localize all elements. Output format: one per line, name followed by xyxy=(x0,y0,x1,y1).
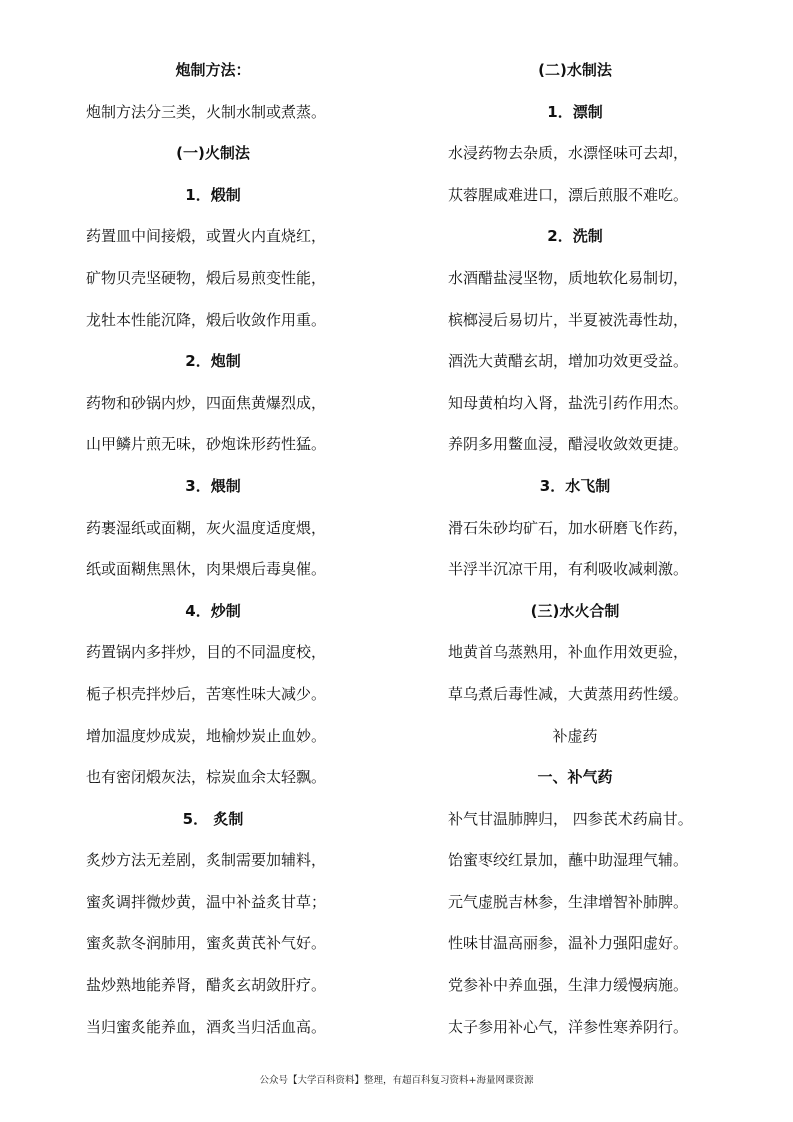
text-line: 槟榔浸后易切片，半夏被洗毒性劫， xyxy=(448,310,689,329)
right-column xyxy=(410,50,740,1048)
section-heading: 1．漂制 xyxy=(547,102,603,121)
section-heading: 5． 炙制 xyxy=(182,809,244,828)
text-line: 炮制方法分三类，火制水制或煮蒸。 xyxy=(86,102,327,121)
text-line: 党参补中养血强，生津力缓慢病施。 xyxy=(448,976,689,995)
text-line: 半浮半沉凉干用，有利吸收减刺激。 xyxy=(448,560,689,579)
text-line: 水酒醋盐浸坚物，质地软化易制切， xyxy=(448,268,689,287)
section-heading: 2．炮制 xyxy=(185,352,241,371)
section-heading: (二)水制法 xyxy=(538,61,612,79)
text-line: 酒洗大黄醋玄胡，增加功效更受益。 xyxy=(448,352,689,371)
text-line: 滑石朱砂均矿石，加水研磨飞作药， xyxy=(448,518,689,537)
text-line: 龙牡本性能沉降，煅后收敛作用重。 xyxy=(86,310,327,329)
text-line: 纸或面糊焦黑休，肉果煨后毒臭催。 xyxy=(86,560,327,579)
section-heading: (一)火制法 xyxy=(176,144,250,163)
text-line: 炙炒方法无差剧，炙制需要加辅料， xyxy=(86,851,327,870)
text-line: 药置皿中间接煅，或置火内直烧红， xyxy=(86,227,327,246)
section-heading: 2．洗制 xyxy=(547,227,603,246)
text-line: 性味甘温高丽参，温补力强阳虚好。 xyxy=(448,934,689,953)
text-line: 苁蓉腥咸难进口，漂后煎服不难吃。 xyxy=(448,185,689,204)
text-line: 当归蜜炙能养血，酒炙当归活血高。 xyxy=(86,1017,327,1036)
section-heading: (三)水火合制 xyxy=(530,601,620,620)
text-line: 也有密闭煅灰法，棕炭血余太轻飘。 xyxy=(86,768,327,787)
text-line: 饴蜜枣绞红景加，蘸中助湿理气辅。 xyxy=(448,851,689,870)
section-heading: 1．煅制 xyxy=(185,185,241,204)
text-line: 药置锅内多拌炒，目的不同温度校， xyxy=(86,643,327,662)
left-column xyxy=(48,50,378,1048)
page-footer: 公众号【大学百科资料】整理，有超百科复习资料+海量网课资源 xyxy=(259,1075,534,1086)
section-heading: 炮制方法： xyxy=(175,61,251,79)
text-line: 药裹湿纸或面糊，灰火温度适度煨， xyxy=(86,518,327,537)
text-line: 栀子枳壳拌炒后，苦寒性味大减少。 xyxy=(86,684,327,703)
section-heading: 4．炒制 xyxy=(185,601,241,620)
text-line: 矿物贝壳坚硬物，煅后易煎变性能， xyxy=(86,268,327,287)
text-line: 增加温度炒成炭，地榆炒炭止血妙。 xyxy=(86,726,327,745)
text-line: 太子参用补心气，洋参性寒养阴行。 xyxy=(448,1017,689,1036)
text-line: 草乌煮后毒性减，大黄蒸用药性缓。 xyxy=(448,684,689,703)
text-line: 补虚药 xyxy=(552,726,598,745)
text-line: 元气虚脱吉林参，生津增智补肺脾。 xyxy=(448,892,689,911)
text-line: 补气甘温肺脾归， 四参芪术药扁甘。 xyxy=(448,809,693,828)
text-line: 山甲鳞片煎无味，砂炮诛形药性猛。 xyxy=(86,435,327,454)
section-heading: 3．水飞制 xyxy=(539,476,611,495)
text-line: 知母黄柏均入肾，盐洗引药作用杰。 xyxy=(448,393,689,412)
text-line: 水浸药物去杂质，水漂怪味可去却， xyxy=(448,144,689,163)
text-line: 地黄首乌蒸熟用，补血作用效更验， xyxy=(448,643,689,662)
text-line: 药物和砂锅内炒，四面焦黄爆烈成， xyxy=(86,393,327,412)
text-line: 盐炒熟地能养肾，醋炙玄胡敛肝疗。 xyxy=(86,976,327,995)
section-heading: 3．煨制 xyxy=(185,476,241,495)
text-line: 蜜炙调拌微炒黄，温中补益炙甘草； xyxy=(86,892,327,911)
section-heading: 一、补气药 xyxy=(537,768,613,787)
text-line: 养阴多用鳖血浸，醋浸收敛效更捷。 xyxy=(448,435,689,454)
text-line: 蜜炙款冬润肺用，蜜炙黄芪补气好。 xyxy=(86,934,327,953)
